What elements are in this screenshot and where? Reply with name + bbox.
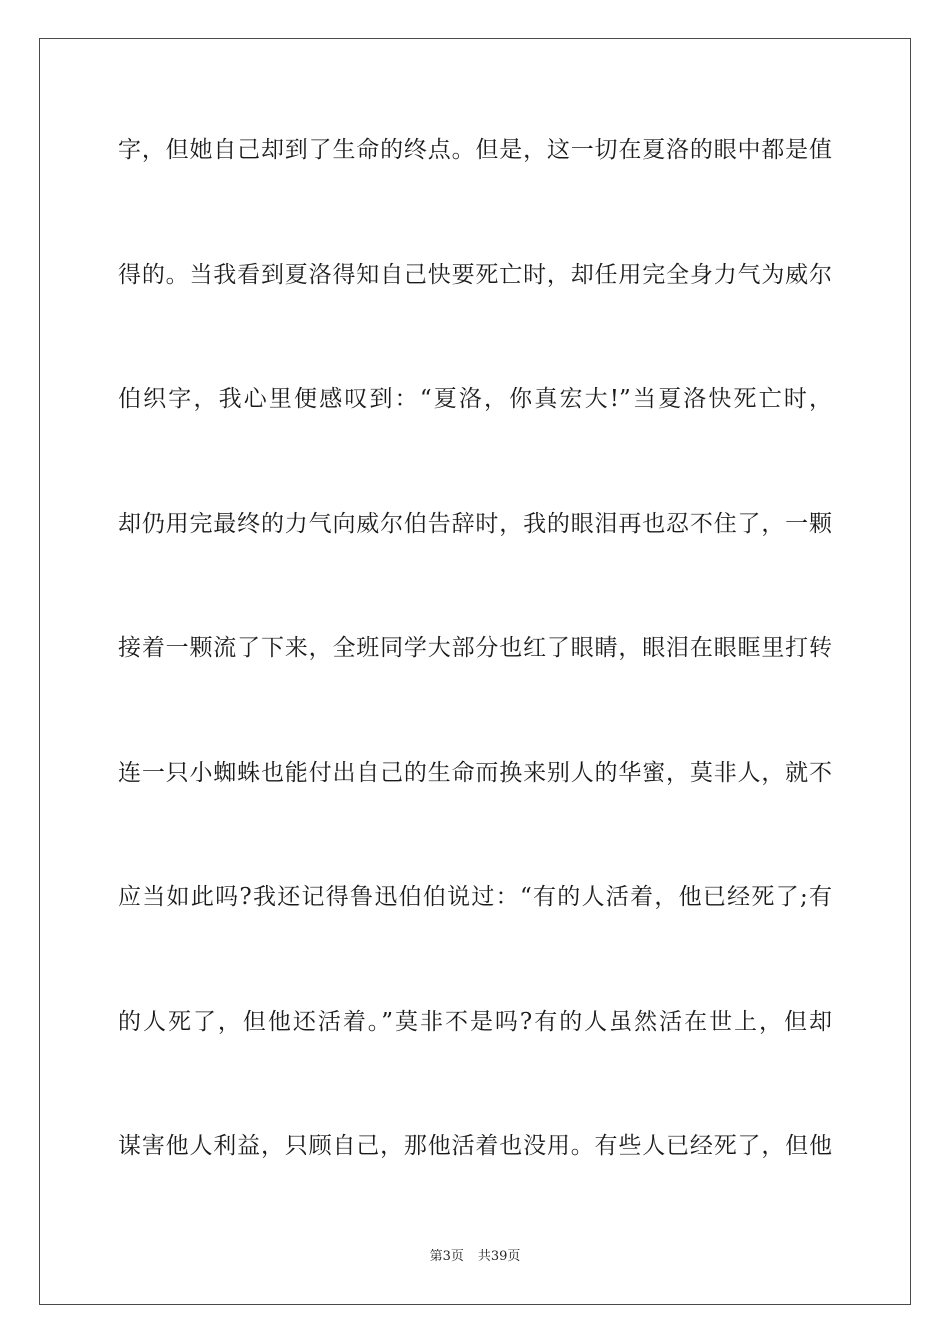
page-total: 共39页 [477,1249,521,1264]
paragraph-line: 连一只小蜘蛛也能付出自己的生命而换来别人的华蜜，莫非人，就不 [118,760,832,786]
page-number: 第3页 [429,1249,464,1264]
paragraph-line: 伯织字，我心里便感叹到：“夏洛，你真宏大!”当夏洛快死亡时， [118,386,832,412]
page-border [39,38,911,1305]
paragraph-line: 谋害他人利益，只顾自己，那他活着也没用。有些人已经死了，但他 [118,1133,832,1159]
paragraph-line: 的人死了，但他还活着。”莫非不是吗?有的人虽然活在世上，但却 [118,1009,832,1035]
paragraph-line: 字，但她自己却到了生命的终点。但是，这一切在夏洛的眼中都是值 [118,137,832,163]
paragraph-line: 得的。当我看到夏洛得知自己快要死亡时，却任用完全身力气为威尔 [118,262,832,288]
page-footer [0,1248,950,1266]
paragraph-line: 接着一颗流了下来，全班同学大部分也红了眼睛，眼泪在眼眶里打转 [118,635,832,661]
paragraph-line: 却仍用完最终的力气向威尔伯告辞时，我的眼泪再也忍不住了，一颗 [118,511,832,537]
paragraph-line: 应当如此吗?我还记得鲁迅伯伯说过：“有的人活着，他已经死了;有 [118,884,832,910]
